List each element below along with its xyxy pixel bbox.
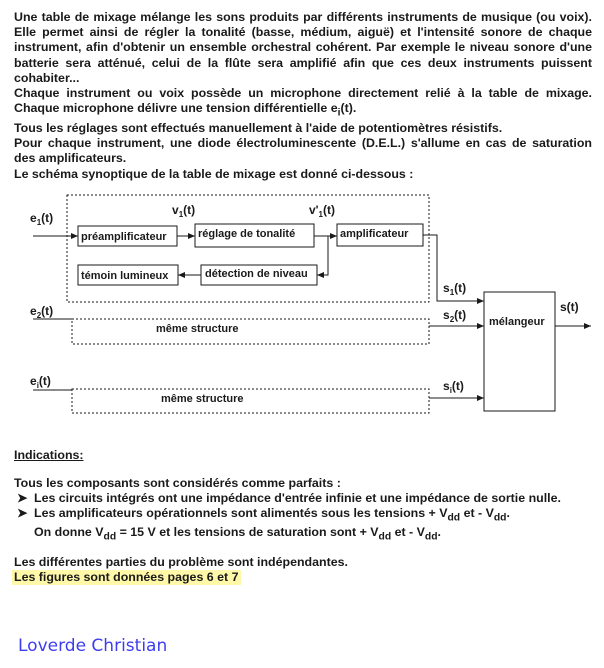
intro-paragraph-3: Tous les réglages sont effectués manuellement à l'aide de potentiomètres résistifs. [14,120,503,135]
mixer-block [484,292,555,411]
intro-paragraph-1: Une table de mixage mélange les sons produits par différents instruments de musique (ou voix). Elle permet ainsi de régler la tonalité (basse, médium, aiguë) et l'intensité sonore de chaque instrument, afin d'obtenir un ensemble orchestral cohérent. Par exemple le niveau sonore d'une batterie sera atténué, celui de la flûte sera amplifié afin que ces deux instruments puissent cohabiter... [14,10,592,85]
signal-v1: $v_1(t)$ [172,203,196,219]
level-detection-label: détection de niveau [205,268,308,280]
intro-paragraph-5: Le schéma synoptique de la table de mixage est donné ci-dessous : [14,166,414,181]
wire-feedback [317,236,328,275]
intro-paragraph-4: Pour chaque instrument, une diode électroluminescente (D.E.L.) s'allume en cas de saturation des amplificateurs. [14,136,592,166]
signal-vp1: $v'_1(t)$ [309,203,335,219]
signal-e1: $e_1(t)$ [30,211,54,227]
bullet-arrow-icon: ➤ [17,506,28,520]
signal-s-out: s(t) [560,300,579,314]
intro-text [14,10,592,182]
signal-s1: $s_1(t)$ [443,281,467,297]
signal-s2: $s_2(t)$ [443,308,467,324]
tone-control-label: réglage de tonalité [198,228,296,240]
same-structure-label-i: même structure [161,393,244,405]
mixer-block-diagram [0,186,604,446]
mixer-label: mélangeur [489,316,545,328]
indications-title: Indications: [14,448,84,462]
signal-si: $s_i(t)$ [443,379,464,395]
indication-bullet-1: ➤ Les circuits intégrés ont une impédance d'entrée infinie et une impédance de sortie nulle. [17,491,561,505]
led-indicator-label: témoin lumineux [81,270,169,282]
indications-section [14,448,592,585]
intro-paragraph-2: Chaque instrument ou voix possède un microphone directement relié à la table de mixage. Chaque microphone délivre une tension différentielle $e_i(t)$. [14,86,592,119]
indications-line-3 [14,570,592,585]
bullet-arrow-icon: ➤ [17,491,28,505]
indications-line-2: Les différentes parties du problème sont indépendantes. [14,554,348,569]
indications-line-1: Tous les composants sont considérés comme parfaits : [14,476,341,490]
author-signature: Loverde Christian [18,636,168,656]
signal-e2: $e_2(t)$ [30,304,54,320]
highlighted-note: Les figures sont données pages 6 et 7 [12,570,241,585]
channel-1-frame [67,195,429,302]
same-structure-label-2: même structure [156,323,239,335]
preamplifier-label: préamplificateur [81,231,167,243]
channel-i-frame [72,389,429,413]
indication-bullet-2: ➤ Les amplificateurs opérationnels sont alimentés sous les tensions + $V_{dd}$ et - $V_{dd}$. On donne $V_{dd} = 15$ V et les tensions de saturation sont + $V_{dd}$ et - $V_{dd}$. [17,506,510,543]
amplifier-label: amplificateur [340,228,409,240]
signal-ei: $e_i(t)$ [30,374,51,390]
channel-2-frame [72,319,429,344]
